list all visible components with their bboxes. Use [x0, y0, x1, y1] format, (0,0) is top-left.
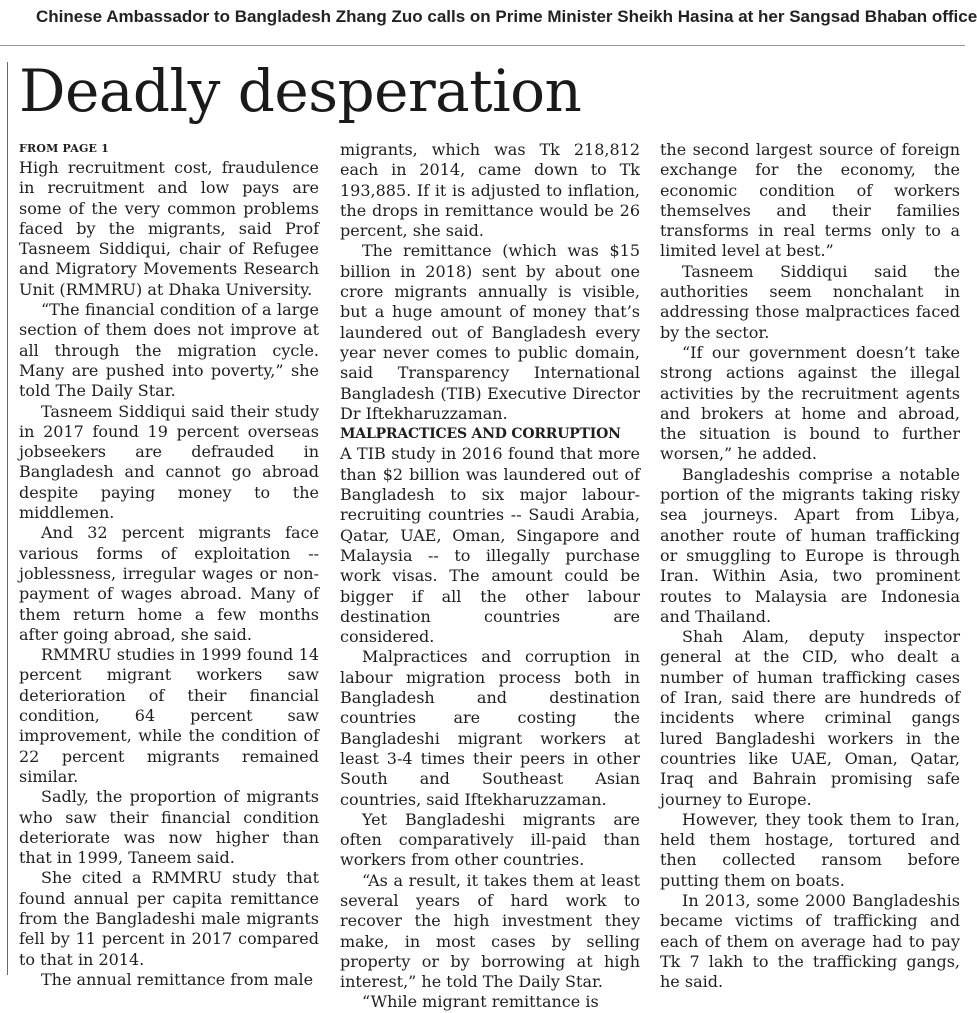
top-headline-banner: Chinese Ambassador to Bangladesh Zhang Zuo calls on Prime Minister Sheikh Hasina at her Sangsad Bhaban office — [36, 7, 977, 26]
article-column-1 — [19, 140, 319, 989]
paragraph: “The financial condition of a large section of them does not improve at all through the migration cycle. Many are pushed into poverty,” she told The Daily Star. — [19, 300, 319, 401]
left-column-rule — [7, 62, 8, 975]
continuation-kicker: FROM PAGE 1 — [19, 142, 110, 155]
paragraph: And 32 percent migrants face various forms of exploitation -- joblessness, irregular wages or non-payment of wages abroad. Many of them return home a few months after going abroad, she said. — [19, 523, 319, 644]
top-divider — [0, 45, 965, 46]
article-column-3 — [660, 140, 960, 992]
paragraph: A TIB study in 2016 found that more than $2 billion was laundered out of Bangladesh to six major labour-recruiting countries -- Saudi Arabia, Qatar, UAE, Oman, Singapore and Malaysia -- to illegally purchase work visas. The amount could be bigger if all the other labour destination countries are considered. — [340, 444, 640, 647]
paragraph: “While migrant remittance is — [362, 992, 599, 1012]
paragraph: She cited a RMMRU study that found annual per capita remittance from the Bangladeshi male migrants fell by 11 percent in 2017 compared to that in 2014. — [19, 868, 319, 969]
paragraph: Bangladeshis comprise a notable portion of the migrants taking risky sea journeys. Apart from Libya, another route of human trafficking or smuggling to Europe is through Iran. Within Asia, two prominent routes to Malaysia are Indonesia and Thailand. — [660, 464, 960, 626]
paragraph: In 2013, some 2000 Bangladeshis became victims of trafficking and each of them on average had to pay Tk 7 lakh to the trafficking gangs, he said. — [660, 890, 960, 992]
paragraph: The remittance (which was $15 billion in 2018) sent by about one crore migrants annually is visible, but a huge amount of money that’s laundered out of Bangladesh every year never comes to public domain, said Transparency International Bangladesh (TIB) Executive Director Dr Iftekharuzzaman. — [340, 241, 640, 423]
section-subhead: MALPRACTICES AND CORRUPTION — [340, 426, 621, 443]
paragraph: Shah Alam, deputy inspector general at the CID, who dealt a number of human trafficking cases of Iran, said there are hundreds of incidents where criminal gangs lured Bangladeshi workers in the countries like UAE, Oman, Qatar, Iraq and Bahrain promising safe journey to Europe. — [660, 627, 960, 809]
paragraph: Tasneem Siddiqui said their study in 2017 found 19 percent overseas jobseekers are defrauded in Bangladesh and cannot go abroad despite paying money to the middlemen. — [19, 401, 319, 523]
paragraph: Tasneem Siddiqui said the authorities seem nonchalant in addressing those malpractices faced by the sector. — [660, 261, 960, 342]
paragraph: migrants, which was Tk 218,812 each in 2014, came down to Tk 193,885. If it is adjusted to inflation, the drops in remittance would be 26 percent, she said. — [340, 140, 640, 241]
article-column-2 — [340, 140, 640, 1012]
paragraph: “If our government doesn’t take strong actions against the illegal activities by the recruitment agents and brokers at home and abroad, the situation is bound to further worsen,” he added. — [660, 342, 960, 464]
paragraph: the second largest source of foreign exchange for the economy, the economic condition of workers themselves and their families transforms in real terms only to a limited level at best.” — [660, 140, 960, 261]
paragraph: RMMRU studies in 1999 found 14 percent migrant workers saw deterioration of their financial condition, 64 percent saw improvement, while the condition of 22 percent migrants remained similar. — [19, 645, 319, 786]
paragraph: Yet Bangladeshi migrants are often comparatively ill-paid than workers from other countries. — [340, 809, 640, 870]
paragraph: High recruitment cost, fraudulence in recruitment and low pays are some of the very common problems faced by the migrants, said Prof Tasneem Siddiqui, chair of Refugee and Migratory Movements Research Unit (RMMRU) at Dhaka University. — [19, 158, 319, 299]
paragraph: Malpractices and corruption in labour migration process both in Bangladesh and destination countries are costing the Bangladeshi migrant workers at least 3-4 times their peers in other South and Southeast Asian countries, said Iftekharuzzaman. — [340, 647, 640, 809]
paragraph: “As a result, it takes them at least several years of hard work to recover the high investment they make, in most cases by selling property or by borrowing at high interest,” he told The Daily Star. — [340, 870, 640, 992]
article-title: Deadly desperation — [19, 57, 582, 125]
paragraph: Sadly, the proportion of migrants who saw their financial condition deteriorate was now higher than that in 1999, Taneem said. — [19, 787, 319, 868]
paragraph: However, they took them to Iran, held them hostage, tortured and then collected ransom before putting them on boats. — [660, 809, 960, 890]
paragraph: The annual remittance from male — [41, 969, 314, 989]
